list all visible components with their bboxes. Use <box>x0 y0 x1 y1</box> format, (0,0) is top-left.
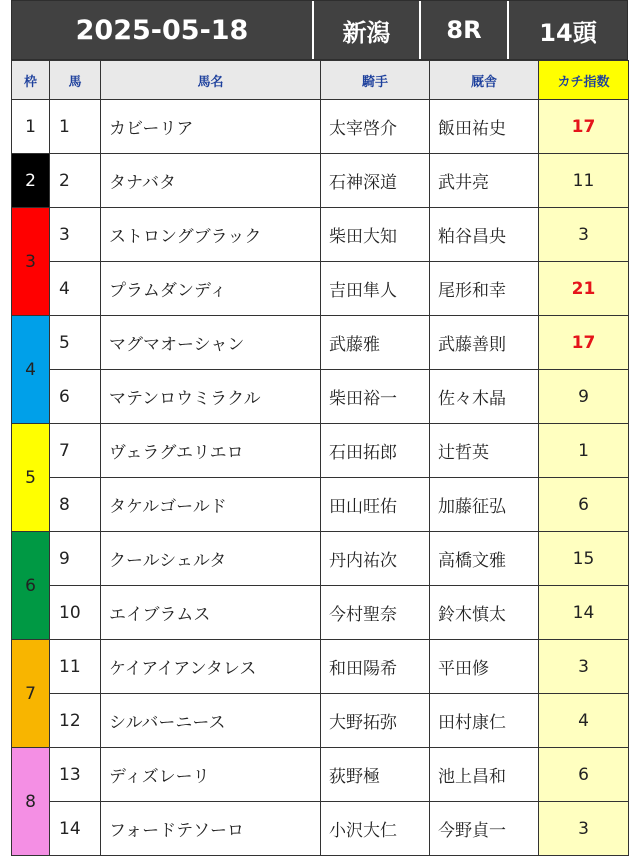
horse-name: フォードテソーロ <box>101 802 321 856</box>
trainer-name: 武井亮 <box>430 154 539 208</box>
kachi-score: 11 <box>539 154 629 208</box>
waku-cell: 5 <box>12 424 50 532</box>
race-date: 2025-05-18 <box>75 14 249 46</box>
kachi-score: 6 <box>539 478 629 532</box>
trainer-name: 今野貞一 <box>430 802 539 856</box>
table-row <box>12 640 629 694</box>
horse-name: ヴェラグエリエロ <box>101 424 321 478</box>
waku-cell: 4 <box>12 316 50 424</box>
col-waku: 枠 <box>12 61 50 100</box>
horse-name: タナバタ <box>101 154 321 208</box>
table-row <box>12 154 629 208</box>
horse-name: クールシェルタ <box>101 532 321 586</box>
horse-number: 14 <box>50 802 101 856</box>
kachi-score: 6 <box>539 748 629 802</box>
jockey-name: 荻野極 <box>321 748 430 802</box>
waku-cell: 7 <box>12 640 50 748</box>
horse-number: 9 <box>50 532 101 586</box>
horse-name: ディズレーリ <box>101 748 321 802</box>
jockey-name: 太宰啓介 <box>321 100 430 154</box>
kachi-score: 1 <box>539 424 629 478</box>
kachi-score: 17 <box>539 316 629 370</box>
trainer-name: 佐々木晶 <box>430 370 539 424</box>
jockey-name: 石田拓郎 <box>321 424 430 478</box>
jockey-name: 石神深道 <box>321 154 430 208</box>
table-row <box>12 370 629 424</box>
horse-number: 13 <box>50 748 101 802</box>
trainer-name: 田村康仁 <box>430 694 539 748</box>
table-row <box>12 316 629 370</box>
trainer-name: 武藤善則 <box>430 316 539 370</box>
jockey-name: 和田陽希 <box>321 640 430 694</box>
table-row <box>12 424 629 478</box>
table-row <box>12 262 629 316</box>
trainer-name: 加藤征弘 <box>430 478 539 532</box>
horse-name: カビーリア <box>101 100 321 154</box>
kachi-score: 4 <box>539 694 629 748</box>
horse-number: 12 <box>50 694 101 748</box>
table-row <box>12 802 629 856</box>
jockey-name: 小沢大仁 <box>321 802 430 856</box>
horse-name: ストロングブラック <box>101 208 321 262</box>
kachi-score: 14 <box>539 586 629 640</box>
waku-cell: 6 <box>12 532 50 640</box>
horse-name: ケイアイアンタレス <box>101 640 321 694</box>
trainer-name: 鈴木慎太 <box>430 586 539 640</box>
waku-cell: 1 <box>12 100 50 154</box>
jockey-name: 今村聖奈 <box>321 586 430 640</box>
jockey-name: 柴田大知 <box>321 208 430 262</box>
horse-number: 7 <box>50 424 101 478</box>
table-row <box>12 748 629 802</box>
entries-body <box>12 100 629 856</box>
race-card <box>11 0 628 856</box>
table-row <box>12 100 629 154</box>
horse-name: エイブラムス <box>101 586 321 640</box>
trainer-name: 尾形和幸 <box>430 262 539 316</box>
entries-table <box>11 60 629 856</box>
table-row <box>12 208 629 262</box>
race-number: 8R <box>419 1 507 59</box>
col-score: カチ指数 <box>539 61 629 100</box>
kachi-score: 9 <box>539 370 629 424</box>
table-row <box>12 694 629 748</box>
horse-name: マテンロウミラクル <box>101 370 321 424</box>
kachi-score: 3 <box>539 208 629 262</box>
trainer-name: 平田修 <box>430 640 539 694</box>
horse-number: 10 <box>50 586 101 640</box>
race-header <box>11 0 628 60</box>
horse-number: 8 <box>50 478 101 532</box>
table-row <box>12 532 629 586</box>
col-jockey: 騎手 <box>321 61 430 100</box>
jockey-name: 大野拓弥 <box>321 694 430 748</box>
table-header-row <box>12 61 629 100</box>
race-track: 新潟 <box>312 1 419 59</box>
runner-count: 14頭 <box>507 1 627 59</box>
horse-number: 2 <box>50 154 101 208</box>
horse-number: 6 <box>50 370 101 424</box>
col-trainer: 厩舎 <box>430 61 539 100</box>
trainer-name: 粕谷昌央 <box>430 208 539 262</box>
kachi-score: 17 <box>539 100 629 154</box>
horse-number: 5 <box>50 316 101 370</box>
kachi-score: 3 <box>539 802 629 856</box>
horse-name: シルバーニース <box>101 694 321 748</box>
horse-number: 4 <box>50 262 101 316</box>
jockey-name: 柴田裕一 <box>321 370 430 424</box>
waku-cell: 3 <box>12 208 50 316</box>
kachi-score: 3 <box>539 640 629 694</box>
trainer-name: 飯田祐史 <box>430 100 539 154</box>
jockey-name: 丹内祐次 <box>321 532 430 586</box>
table-row <box>12 478 629 532</box>
table-row <box>12 586 629 640</box>
waku-cell: 8 <box>12 748 50 856</box>
horse-number: 1 <box>50 100 101 154</box>
horse-name: マグマオーシャン <box>101 316 321 370</box>
kachi-score: 21 <box>539 262 629 316</box>
kachi-score: 15 <box>539 532 629 586</box>
col-name: 馬名 <box>101 61 321 100</box>
horse-number: 3 <box>50 208 101 262</box>
trainer-name: 辻哲英 <box>430 424 539 478</box>
jockey-name: 田山旺佑 <box>321 478 430 532</box>
horse-name: プラムダンディ <box>101 262 321 316</box>
col-uma: 馬 <box>50 61 101 100</box>
horse-name: タケルゴールド <box>101 478 321 532</box>
jockey-name: 吉田隼人 <box>321 262 430 316</box>
jockey-name: 武藤雅 <box>321 316 430 370</box>
waku-cell: 2 <box>12 154 50 208</box>
horse-number: 11 <box>50 640 101 694</box>
trainer-name: 池上昌和 <box>430 748 539 802</box>
trainer-name: 高橋文雅 <box>430 532 539 586</box>
